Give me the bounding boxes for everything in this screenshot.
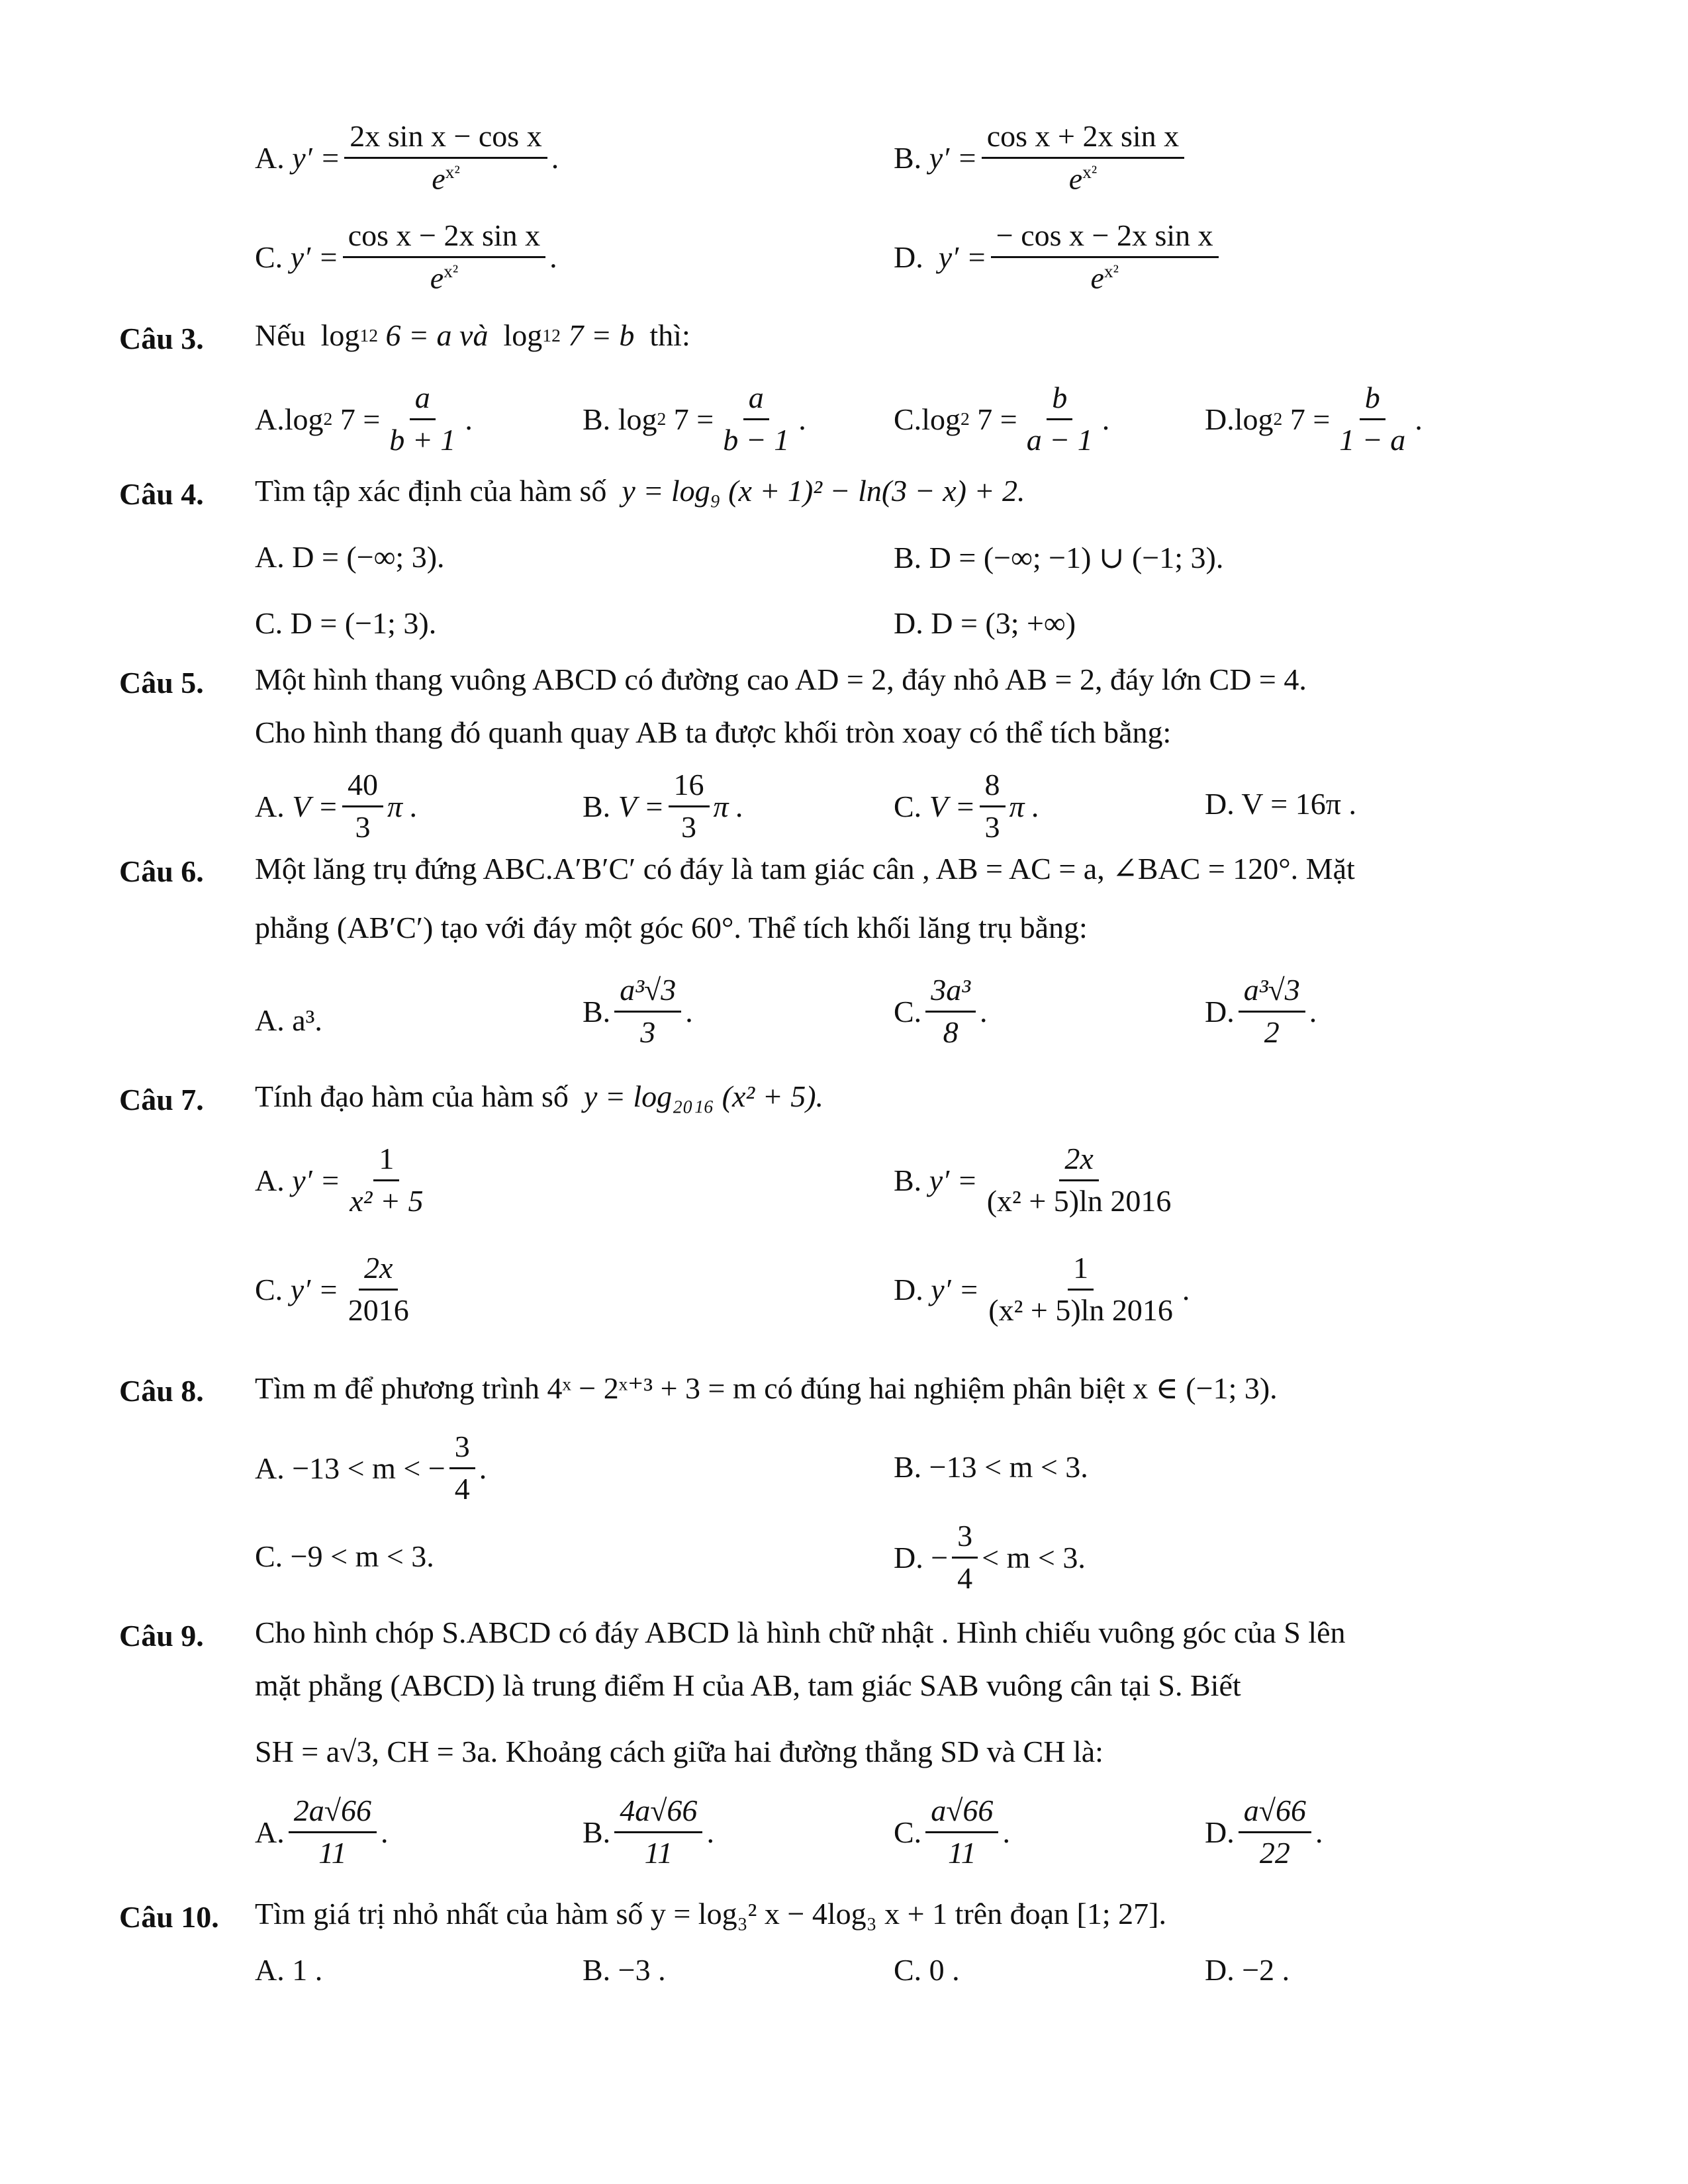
fraction xyxy=(991,218,1219,296)
lhs: 7 = xyxy=(673,402,714,436)
stem-text: Tính đạo hàm của hàm số xyxy=(255,1079,569,1113)
numerator: a xyxy=(410,381,436,420)
option-letter: B. xyxy=(583,402,611,436)
fraction xyxy=(344,119,547,197)
denominator: 3 xyxy=(984,809,1000,844)
log-fn: log xyxy=(1234,402,1274,436)
option-letter: B. xyxy=(894,141,922,175)
fraction xyxy=(718,381,794,458)
option-letter: D. xyxy=(1205,402,1235,436)
numerator: a√66 xyxy=(925,1794,998,1833)
den-exp: x² xyxy=(1082,161,1098,182)
question-stem xyxy=(255,318,690,353)
lhs: V = xyxy=(929,789,976,823)
q9-option-b: B. $\frac{4a√66}{11}$ . xyxy=(583,1794,714,1870)
log-base: 2 xyxy=(657,408,667,430)
option-letter: C. xyxy=(894,789,922,823)
fraction xyxy=(342,768,383,845)
den-exp: x² xyxy=(1103,260,1119,281)
denominator xyxy=(426,159,465,197)
y-prime: y′ = xyxy=(290,240,339,275)
fraction xyxy=(614,1794,702,1871)
question-stem: Tìm m để phương trình 4ˣ − 2ˣ⁺³ + 3 = m có đúng hai nghiệm phân biệt x ∈ (−1; 3). xyxy=(255,1371,1278,1405)
fraction xyxy=(343,1251,414,1328)
question-label: Câu 3. xyxy=(119,322,204,355)
denominator: (x² + 5)ln 2016 xyxy=(988,1293,1173,1327)
log-base: 2 xyxy=(960,408,970,430)
numerator: a³√3 xyxy=(614,973,681,1013)
question-stem-line-2: mặt phẳng (ABCD) là trung điểm H của AB, tam giác SAB vuông cân tại S. Biết xyxy=(255,1668,1241,1702)
numerator: 8 xyxy=(980,768,1006,807)
den-exp: x² xyxy=(445,161,460,182)
fraction xyxy=(449,1430,475,1507)
log-fn: log xyxy=(503,318,543,352)
fraction xyxy=(669,768,710,845)
q6-option-c: C. $\frac{\text{3a³}}{8}$ . xyxy=(894,973,988,1049)
fraction xyxy=(343,218,545,296)
question-stem-line-1: Một lăng trụ đứng ABC.A′B′C′ có đáy là tam giác cân , AB = AC = a, ∠BAC = 120°. Mặt xyxy=(255,852,1355,886)
numerator: 3 xyxy=(449,1430,475,1469)
q8-option-a: A. −13 < m < − $\frac{3}{4}$ . xyxy=(255,1430,487,1506)
option-letter: A. xyxy=(255,1815,285,1849)
question-label: Câu 5. xyxy=(119,666,204,700)
fraction xyxy=(289,1794,377,1871)
fraction xyxy=(980,768,1006,845)
denominator: b + 1 xyxy=(389,422,456,457)
option-letter: A. xyxy=(255,402,285,436)
numerator: 40 xyxy=(342,768,383,807)
denominator: a − 1 xyxy=(1026,422,1093,457)
q6-option-d: D. $\frac{\text{a³√3}}{2}$ . xyxy=(1205,973,1317,1049)
lhs: 7 = xyxy=(977,402,1017,436)
option-letter: C. xyxy=(255,240,283,275)
q10-option-c: C. 0 . xyxy=(894,1953,960,1987)
denominator: 3 xyxy=(640,1015,656,1049)
y-prime: y′ = xyxy=(938,240,987,275)
q9-option-d: D. $\frac{a√66}{22}$ . xyxy=(1205,1794,1323,1870)
option-letter: B. xyxy=(583,1815,611,1849)
pi: π . xyxy=(1009,789,1040,823)
question-stem-line-1: Một hình thang vuông ABCD có đường cao AD = 2, đáy nhỏ AB = 2, đáy lớn CD = 4. xyxy=(255,662,1307,696)
question-label: Câu 9. xyxy=(119,1619,204,1653)
option-letter: D. xyxy=(1205,1815,1235,1849)
question-stem xyxy=(255,1079,823,1114)
q3-option-d: D. log 2 7 = $\frac{b}{1 - a}$ . xyxy=(1205,381,1423,457)
pi: π . xyxy=(713,789,744,823)
numerator: b xyxy=(1360,381,1385,420)
numerator: cos x − 2x sin x xyxy=(343,218,545,258)
q3-option-a: A. log 2 7 = $\frac{a}{b + 1}$ . xyxy=(255,381,473,457)
numerator: 16 xyxy=(669,768,710,807)
question-label: Câu 6. xyxy=(119,854,204,888)
stem-text: Nếu xyxy=(255,318,306,352)
q2-option-b xyxy=(894,119,1188,197)
option-letter: D. xyxy=(894,240,923,275)
y-prime: y′ = xyxy=(292,141,341,175)
denominator: 1 − a xyxy=(1339,422,1406,457)
question-label: Câu 10. xyxy=(119,1900,219,1934)
denominator xyxy=(1085,258,1124,296)
numerator: 3 xyxy=(952,1519,978,1559)
y-prime: y′ = xyxy=(929,1163,978,1197)
option-letter: A. xyxy=(255,1163,285,1197)
q3-option-b: B. log 2 7 = $\frac{a}{b - 1}$ . xyxy=(583,381,806,457)
y-prime: y′ = xyxy=(929,141,978,175)
option-letter: D. xyxy=(1205,994,1235,1028)
q5-option-d: D. V = 16π . xyxy=(1205,787,1356,821)
option-letter: C. xyxy=(255,1272,283,1306)
log-fn: log xyxy=(284,402,324,436)
option-letter: B. xyxy=(894,1163,922,1197)
denominator: 8 xyxy=(943,1015,959,1049)
lhs: V = xyxy=(292,789,339,823)
fraction xyxy=(952,1519,978,1596)
q7-option-b xyxy=(894,1142,1180,1219)
numerator: cos x + 2x sin x xyxy=(982,119,1184,159)
option-letter: C. xyxy=(894,994,922,1028)
q6-option-a: A. a³. xyxy=(255,1003,322,1037)
fraction xyxy=(344,1142,428,1219)
q5-option-a xyxy=(255,768,418,845)
stem-text: thì: xyxy=(649,318,690,352)
numerator: 2x xyxy=(1059,1142,1098,1181)
question-stem-line-3: SH = a√3, CH = 3a. Khoảng cách giữa hai đường thẳng SD và CH là: xyxy=(255,1735,1103,1768)
fraction xyxy=(982,1142,1177,1219)
option-letter: C. xyxy=(894,402,922,436)
denominator: 11 xyxy=(644,1835,673,1870)
option-text: A. −13 < m < − xyxy=(255,1451,445,1485)
q3-option-c: C. log 2 7 = $\frac{b}{a - 1}$ . xyxy=(894,381,1110,457)
denominator: (x² + 5)ln 2016 xyxy=(986,1183,1172,1218)
log-fn: log xyxy=(618,402,657,436)
question-label: Câu 8. xyxy=(119,1374,204,1408)
stem-text: Tìm tập xác định của hàm số xyxy=(255,474,607,508)
numerator: a√66 xyxy=(1239,1794,1311,1833)
option-text: D. − xyxy=(894,1540,949,1574)
denominator: 4 xyxy=(454,1471,470,1506)
denominator: 11 xyxy=(318,1835,347,1870)
log-base: 2 xyxy=(323,408,333,430)
denominator: 3 xyxy=(681,809,696,844)
denominator xyxy=(1064,159,1103,197)
stem-eq: 6 = a và xyxy=(385,318,489,352)
option-letter: B. xyxy=(583,994,611,1028)
numerator: − cos x − 2x sin x xyxy=(991,218,1219,258)
option-letter: C. xyxy=(894,1815,922,1849)
denominator xyxy=(425,258,464,296)
denominator: x² + 5 xyxy=(350,1183,424,1218)
numerator: 1 xyxy=(1068,1251,1094,1291)
q4-option-b: B. D = (−∞; −1) ∪ (−1; 3). xyxy=(894,541,1224,574)
q2-option-d xyxy=(894,218,1223,296)
fraction xyxy=(614,973,681,1050)
option-suffix: < m < 3. xyxy=(982,1540,1086,1574)
den-base: e xyxy=(432,161,445,196)
numerator: 3a³ xyxy=(925,973,976,1013)
option-letter: D. xyxy=(894,1272,923,1306)
fraction xyxy=(983,1251,1178,1328)
log-base: 2 xyxy=(1273,408,1283,430)
q5-option-b xyxy=(583,768,744,845)
denominator: 22 xyxy=(1259,1835,1290,1870)
denominator: 2 xyxy=(1264,1015,1280,1049)
q4-option-d: D. D = (3; +∞) xyxy=(894,606,1076,640)
log-base: 12 xyxy=(359,324,379,345)
q9-option-a: A. $\frac{2a√66}{11}$ . xyxy=(255,1794,389,1870)
q9-option-c: C. $\frac{a√66}{11}$ . xyxy=(894,1794,1010,1870)
denominator: 2016 xyxy=(348,1293,409,1327)
denominator: 11 xyxy=(948,1835,976,1870)
lhs: 7 = xyxy=(1289,402,1331,436)
q10-option-d: D. −2 . xyxy=(1205,1953,1290,1987)
stem-eq: 7 = b xyxy=(568,318,635,352)
q10-option-b: B. −3 . xyxy=(583,1953,666,1987)
q8-option-b: B. −13 < m < 3. xyxy=(894,1450,1088,1484)
log-fn: log xyxy=(921,402,961,436)
den-base: e xyxy=(430,261,444,295)
numerator: a³√3 xyxy=(1239,973,1305,1013)
fraction xyxy=(982,119,1184,197)
q6-option-b: B. $\frac{\text{a³√3}}{3}$ . xyxy=(583,973,693,1049)
fraction xyxy=(925,973,976,1050)
stem-formula: y = log₉ (x + 1)² − ln(3 − x) + 2. xyxy=(622,474,1025,508)
den-base: e xyxy=(1068,161,1083,196)
q10-option-a: A. 1 . xyxy=(255,1953,323,1987)
denominator: b − 1 xyxy=(723,422,790,457)
numerator: 2x sin x − cos x xyxy=(344,119,547,159)
question-stem: Tìm giá trị nhỏ nhất của hàm số y = log₃² x − 4log₃ x + 1 trên đoạn [1; 27]. xyxy=(255,1897,1166,1931)
denominator: 4 xyxy=(957,1561,973,1595)
numerator: 4a√66 xyxy=(614,1794,702,1833)
q7-option-c xyxy=(255,1251,418,1328)
question-stem-line-2: phẳng (AB′C′) tạo với đáy một góc 60°. Thể tích khối lăng trụ bằng: xyxy=(255,911,1088,944)
den-base: e xyxy=(1090,261,1104,295)
q7-option-a xyxy=(255,1142,433,1219)
fraction xyxy=(925,1794,998,1871)
question-label: Câu 7. xyxy=(119,1083,204,1116)
log-base: 12 xyxy=(542,324,561,345)
q4-option-a: A. D = (−∞; 3). xyxy=(255,540,445,574)
fraction xyxy=(384,381,461,458)
denominator: 3 xyxy=(355,809,371,844)
question-stem-line-2: Cho hình thang đó quanh quay AB ta được khối tròn xoay có thể tích bằng: xyxy=(255,715,1172,749)
option-letter: A. xyxy=(255,789,285,823)
y-prime: y′ = xyxy=(292,1163,341,1197)
stem-formula: y = log₂₀₁₆ (x² + 5). xyxy=(583,1079,824,1113)
q8-option-d xyxy=(894,1519,1086,1596)
numerator: 2x xyxy=(359,1251,398,1291)
fraction xyxy=(1334,381,1411,458)
question-stem-line-1: Cho hình chóp S.ABCD có đáy ABCD là hình chữ nhật . Hình chiếu vuông góc của S lên xyxy=(255,1615,1346,1649)
q8-option-c: C. −9 < m < 3. xyxy=(255,1539,434,1573)
q2-option-c: C. y′ = $\frac{\text{cos x − 2x sin x}}{e^{x^2}}$ . xyxy=(255,218,557,295)
y-prime: y′ = xyxy=(290,1272,339,1306)
lhs: 7 = xyxy=(340,402,381,436)
numerator: 1 xyxy=(373,1142,399,1181)
question-stem xyxy=(255,473,1025,508)
log-fn: log xyxy=(320,318,360,352)
option-letter: A. xyxy=(255,141,285,175)
q4-option-c: C. D = (−1; 3). xyxy=(255,606,437,640)
question-label: Câu 4. xyxy=(119,477,204,511)
q5-option-c xyxy=(894,768,1040,845)
pi: π . xyxy=(387,789,418,823)
den-exp: x² xyxy=(444,260,459,281)
numerator: b xyxy=(1047,381,1072,420)
numerator: 2a√66 xyxy=(289,1794,377,1833)
lhs: V = xyxy=(618,789,665,823)
option-letter: B. xyxy=(583,789,611,823)
fraction xyxy=(1239,973,1305,1050)
q7-option-d: D. y′ = $\frac{1}{\text{(x² + 5)ln 2016}}$ . xyxy=(894,1251,1190,1327)
fraction xyxy=(1239,1794,1311,1871)
q2-option-a: A. y′ = $\frac{\text{2x sin x − cos x}}{e^{x^2}}$ . xyxy=(255,119,559,196)
numerator: a xyxy=(743,381,769,420)
y-prime: y′ = xyxy=(931,1272,980,1306)
fraction xyxy=(1021,381,1098,458)
